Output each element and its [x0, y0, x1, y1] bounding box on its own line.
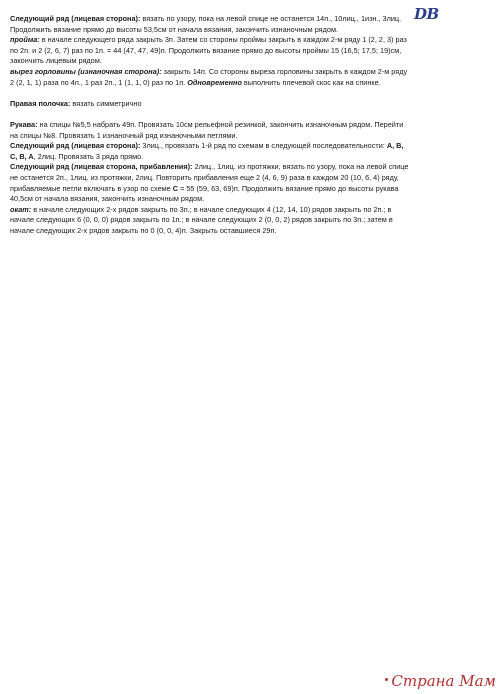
paragraph [10, 141, 410, 162]
body-text: 2лиц., 1лиц. из протяжки, вязать по узору, пока на левой спице не останется 2п., 1лиц. из протяжки, 2лиц. Повторить прибавления еще 2 (4, 6, 9) раза в каждом 20 (10, 6, 4) ряду, прибавляемые петли включать в узор по схеме [10, 162, 409, 193]
bold-text: C [172, 183, 179, 193]
body-text: на спицы №5,5 набрать 49п. Провязать 10см рельефной резинкой, закончить изнаночным рядом. Перейти на спицы №8. Провязать 1 изнаночный ряд изнаночными петлями. [10, 119, 404, 140]
body-text: 3лиц., провязать 1-й ряд по схемам в следующей последовательности: [140, 141, 387, 151]
paragraph [10, 99, 410, 110]
emphasis-text: Одновременно [187, 77, 242, 87]
body-text: закрыть 14п. Со стороны выреза горловины закрыть в каждом 2-м ряду 2 (2, 1, 1) раза по 4п., 1 раз 2п., 1 (1, 1, 0) раз по 1п. [10, 66, 408, 87]
bold-text [10, 35, 40, 44]
body-text: , 2лиц. Провязать 3 ряда прямо. [33, 151, 144, 161]
bold-text: Следующий ряд (лицевая сторона, прибавления): [10, 162, 193, 172]
body-text: Продолжить вязание прямо до высоты 53,5см от начала вязания, закончить изнаночным рядом. [10, 24, 338, 34]
watermark-dot [385, 678, 388, 681]
body-text: выполнить плечевой скос как на спинке. [241, 77, 381, 87]
pattern-text [10, 14, 410, 236]
paragraph [10, 14, 410, 25]
body-text: вязать симметрично [70, 98, 142, 108]
paragraph [10, 205, 410, 237]
paragraph-gap [10, 88, 410, 99]
emphasis-text: пройма: [10, 35, 40, 45]
bold-text: A, B, C, B, A [10, 141, 404, 161]
body-text: = 55 (59, 63, 69)п. Продолжить вязание прямо до высоты рукава 40,5см от начала вязания, закончить изнаночным рядом. [10, 183, 399, 204]
body-text: вязать по узору, пока на левой спице не останется 14п., 10лиц., 1изн., 3лиц. [140, 14, 402, 23]
paragraph-gap [10, 109, 410, 120]
bold-text: Правая полочка: [10, 98, 71, 108]
body-text: в начале следующих 2-х рядов закрыть по 3п.; в начале следующих 4 (12, 14, 10) рядов закрыть по 2п.; в начале следующих 6 (0, 0, 0) рядов закрыть по 1п.; в начале следующих 2 (0, 0, 2) рядов закрыть по 3п.; затем в начале следующих 2-х рядов закрыть по 0 (0, 0, 4)п. Закрыть оставшиеся 29п. [10, 204, 393, 235]
bold-text [187, 78, 242, 87]
monogram-logo: DB [414, 5, 439, 23]
emphasis-text: окат: [10, 204, 32, 214]
emphasis-text: вырез горловины (изнаночная сторона): [10, 66, 162, 76]
site-watermark [391, 672, 496, 690]
bold-text: Следующий ряд (лицевая сторона): [10, 141, 141, 151]
bold-text: Следующий ряд (лицевая сторона): [10, 14, 141, 23]
watermark-text: Страна Мам [391, 672, 496, 690]
paragraph [10, 120, 410, 141]
paragraph [10, 25, 410, 36]
bold-text [10, 67, 162, 76]
bold-text [10, 205, 31, 214]
paragraph [10, 162, 410, 204]
body-text: в начале следующего ряда закрыть 3п. Затем со стороны проймы закрыть в каждом 2-м ряду 1 (2, 2, 3) раз по 2п. и 2 (2, 6, 7) раз по 1п. = 44 (47, 47, 49)п. Продолжить вязание прямо до высоты проймы 15 (16,5; 17,5; 19)см, закончить лицевым рядом. [10, 35, 407, 66]
paragraph [10, 35, 410, 67]
paragraph [10, 67, 410, 88]
bold-text: Рукава: [10, 119, 38, 129]
